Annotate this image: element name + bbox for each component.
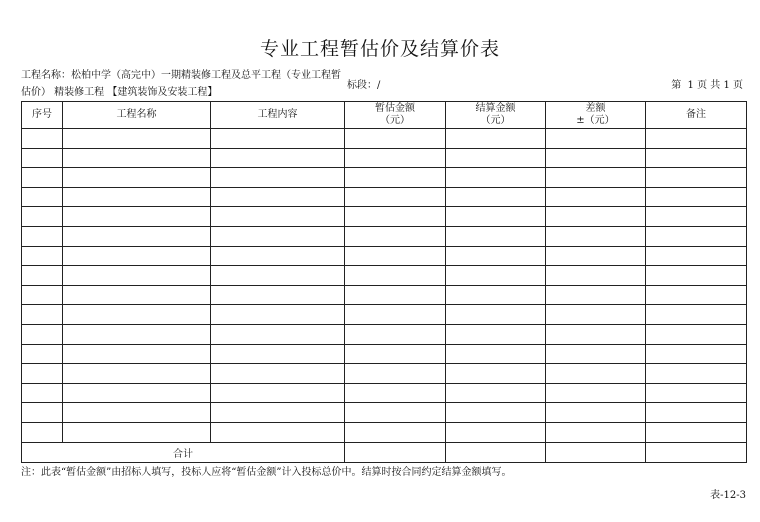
header-remark: 备注	[646, 102, 747, 129]
table-cell	[546, 246, 646, 266]
table-cell	[446, 226, 546, 246]
table-row	[22, 148, 747, 168]
table-cell	[63, 129, 211, 149]
table-cell	[22, 403, 63, 423]
table-row	[22, 364, 747, 384]
table-row	[22, 403, 747, 423]
header-difference-label: 差额	[585, 103, 606, 114]
table-cell	[546, 168, 646, 188]
table-cell	[546, 344, 646, 364]
table-cell	[446, 383, 546, 403]
table-cell	[211, 187, 345, 207]
table-cell	[646, 285, 747, 305]
table-cell	[63, 148, 211, 168]
table-cell	[63, 383, 211, 403]
page-title: 专业工程暂估价及结算价表	[259, 38, 500, 60]
table-cell	[446, 246, 546, 266]
table-cell	[211, 168, 345, 188]
table-cell	[546, 305, 646, 325]
table-cell	[63, 168, 211, 188]
table-cell	[22, 187, 63, 207]
table-cell	[646, 305, 747, 325]
table-cell	[345, 403, 446, 423]
table-cell	[446, 364, 546, 384]
header-settlement-label: 结算金额	[475, 103, 516, 114]
table-cell	[345, 422, 446, 442]
total-row	[22, 442, 747, 462]
table-cell	[63, 324, 211, 344]
header-estimate-unit: （元）	[380, 115, 410, 126]
table-cell	[345, 266, 446, 286]
table-cell	[446, 129, 546, 149]
table-cell	[22, 364, 63, 384]
table-row	[22, 226, 747, 246]
table-cell	[211, 207, 345, 227]
table-cell	[345, 148, 446, 168]
table-row	[22, 207, 747, 227]
table-cell	[22, 207, 63, 227]
table-cell	[63, 266, 211, 286]
table-cell	[345, 129, 446, 149]
table-cell	[345, 207, 446, 227]
table-cell	[345, 383, 446, 403]
table-cell	[446, 187, 546, 207]
header-difference-unit: ±（元）	[576, 115, 615, 126]
table-row	[22, 285, 747, 305]
table-cell	[546, 207, 646, 227]
table-cell	[446, 207, 546, 227]
table-cell	[22, 266, 63, 286]
table-cell	[646, 266, 747, 286]
table-cell	[211, 383, 345, 403]
table-cell	[646, 403, 747, 423]
table-cell	[22, 246, 63, 266]
table-cell	[546, 129, 646, 149]
table-cell	[646, 168, 747, 188]
table-cell	[211, 344, 345, 364]
table-cell	[63, 305, 211, 325]
table-cell	[22, 305, 63, 325]
footnote: 注：此表“暂估金额”由招标人填写，投标人应将“暂估金额”计入投标总价中。结算时按合同约定结算金额填写。	[21, 467, 512, 478]
table-cell	[63, 246, 211, 266]
table-header-row	[22, 102, 747, 129]
table-cell	[546, 364, 646, 384]
header-estimate-label: 暂估金额	[375, 103, 415, 114]
table-cell	[345, 324, 446, 344]
table-row	[22, 324, 747, 344]
header-difference	[546, 102, 646, 129]
table-cell	[63, 226, 211, 246]
table-cell	[546, 266, 646, 286]
table-row	[22, 305, 747, 325]
table-cell	[446, 285, 546, 305]
table-cell	[211, 129, 345, 149]
table-cell	[446, 324, 546, 344]
table-row	[22, 246, 747, 266]
table-body	[22, 129, 747, 463]
table-cell	[646, 344, 747, 364]
header-settlement	[446, 102, 546, 129]
table-cell	[646, 324, 747, 344]
table-row	[22, 422, 747, 442]
table-cell	[345, 285, 446, 305]
table-cell	[63, 187, 211, 207]
table-cell	[345, 364, 446, 384]
table-cell	[22, 226, 63, 246]
table-cell	[446, 148, 546, 168]
table-cell	[211, 266, 345, 286]
table-cell	[345, 187, 446, 207]
table-cell	[646, 207, 747, 227]
table-cell	[211, 246, 345, 266]
section-label: 标段：/	[347, 80, 381, 91]
table-row	[22, 383, 747, 403]
header-estimate	[345, 102, 446, 129]
table-cell	[646, 226, 747, 246]
table-cell	[446, 266, 546, 286]
table-cell	[646, 129, 747, 149]
form-code: 表-12-3	[710, 490, 746, 501]
table-cell	[646, 246, 747, 266]
table-cell	[446, 168, 546, 188]
table-cell	[546, 324, 646, 344]
table-cell	[546, 187, 646, 207]
total-cell	[446, 442, 546, 462]
table-cell	[63, 207, 211, 227]
table-cell	[63, 285, 211, 305]
table-row	[22, 344, 747, 364]
table-cell	[646, 364, 747, 384]
total-cell	[546, 442, 646, 462]
table-cell	[63, 403, 211, 423]
header-name: 工程名称	[63, 102, 211, 129]
table-cell	[211, 305, 345, 325]
table-row	[22, 187, 747, 207]
table-row	[22, 129, 747, 149]
table-cell	[22, 129, 63, 149]
table-cell	[63, 344, 211, 364]
table-cell	[646, 383, 747, 403]
table-cell	[446, 403, 546, 423]
table-cell	[646, 187, 747, 207]
table-cell	[546, 148, 646, 168]
table-cell	[211, 148, 345, 168]
table-cell	[345, 246, 446, 266]
table-cell	[546, 285, 646, 305]
table-cell	[22, 168, 63, 188]
header-content: 工程内容	[211, 102, 345, 129]
table-row	[22, 168, 747, 188]
table-cell	[546, 422, 646, 442]
table-cell	[345, 344, 446, 364]
table-cell	[211, 324, 345, 344]
table-cell	[446, 344, 546, 364]
price-table	[21, 101, 747, 463]
total-label: 合计	[22, 442, 345, 462]
table-cell	[22, 422, 63, 442]
table-cell	[546, 383, 646, 403]
header-settlement-unit: （元）	[480, 115, 511, 126]
table-cell	[446, 422, 546, 442]
table-cell	[446, 305, 546, 325]
table-cell	[546, 403, 646, 423]
table-row	[22, 266, 747, 286]
table-cell	[646, 422, 747, 442]
table-cell	[211, 403, 345, 423]
table-cell	[211, 364, 345, 384]
header-no: 序号	[22, 102, 63, 129]
table-cell	[211, 285, 345, 305]
table-cell	[345, 226, 446, 246]
table-cell	[546, 226, 646, 246]
total-cell	[646, 442, 747, 462]
table-cell	[22, 148, 63, 168]
project-name: 工程名称：松柏中学（高完中）一期精装修工程及总平工程（专业工程暂估价） 精装修工程 【建筑装饰及安装工程】	[21, 70, 341, 98]
table-cell	[345, 305, 446, 325]
table-cell	[646, 148, 747, 168]
table-cell	[63, 364, 211, 384]
table-cell	[63, 422, 211, 442]
table-cell	[22, 324, 63, 344]
table-cell	[211, 422, 345, 442]
page-info: 第 1 页 共 1 页	[671, 80, 743, 91]
table-cell	[22, 383, 63, 403]
table-cell	[22, 344, 63, 364]
table-cell	[211, 226, 345, 246]
table-cell	[22, 285, 63, 305]
total-cell	[345, 442, 446, 462]
table-cell	[345, 168, 446, 188]
